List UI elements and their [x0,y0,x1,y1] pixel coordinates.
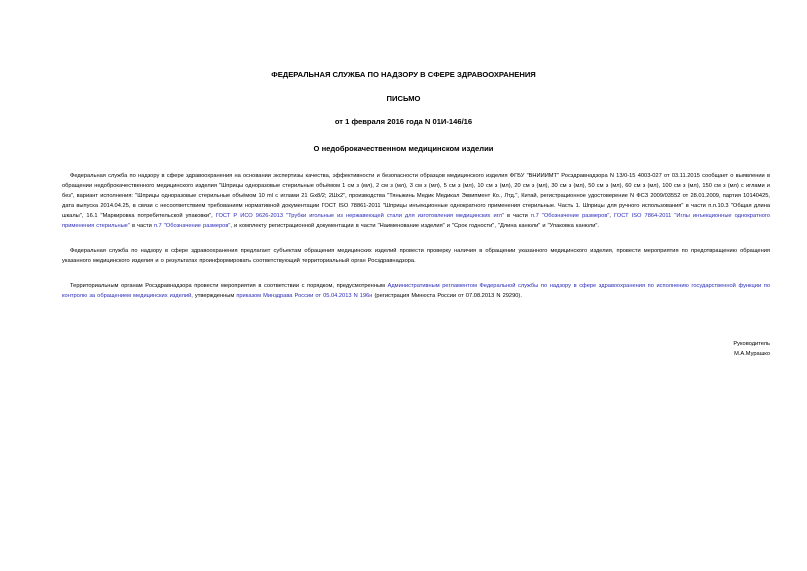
paragraph-2: Федеральная служба по надзору в сфере здравоохранения предлагает субъектам обращения медицинских изделий провести проверку наличия в обращении указанного медицинского изделия, провести мероприятия по предотвращению обращения указанного медицинского изделия и о результатах проинформировать соответствующий территориальный орган Росздравнадзора. [62,248,770,264]
signatory-name: М.А.Мурашко [734,350,770,357]
document-header [0,70,807,153]
paragraph-text: , и комплекту регистрационной документации в части "Наименование изделия" и "Срок годности", "Длина канюли" и "Упаковка канюли". [230,223,600,229]
paragraph-1 [62,171,770,231]
paragraph-text: , [609,213,615,219]
link-admin-regulation[interactable]: Административным регламентом Федеральной службы по надзору в сфере здравоохранения по исполнению государственной функции по контролю за обращением медицинских изделий [62,283,770,299]
signatory-title: Руководитель [733,341,770,347]
link-gost-iso-7864[interactable]: ГОСТ ISO 7864-2011 "Иглы инъекционные однократного применения стерильные" [62,213,771,229]
link-order-196n[interactable]: приказом Минздрава России от 05.04.2013 N 196н [236,293,373,299]
document-date-number: от 1 февраля 2016 года N 01И-146/16 [334,117,473,126]
document-type: ПИСЬМО [386,94,421,103]
link-gost-r-iso-9626[interactable]: ГОСТ Р ИСО 9626-2013 "Трубки игольные из нержавеющей стали для изготовления медицинских игл" [215,213,504,219]
signature-block [733,340,770,359]
paragraph-text: (регистрация Минюста России от 07.08.2013 N 29290). [372,293,522,299]
paragraph-text: в части [129,223,154,229]
document-subject: О недоброкачественном медицинском изделии [313,144,494,153]
link-p7-sizes[interactable]: п.7 "Обозначение размеров" [530,213,610,219]
paragraph-text: Территориальным органам Росздравнадзора провести мероприятия в соответствии с порядком, предусмотренным [70,283,388,289]
paragraph-3 [62,281,770,301]
paragraph-text: Федеральная служба по надзору в сфере здравоохранения на основании экспертизы качества, эффективности и безопасности образцов медицинского изделия ФГБУ "ВНИИИМТ" Росздравнадзора N 13/0-15 4003-027 от 03.11.2015 сообщает о выявлении в обращении недоброкачественного медицинского изделия "Шприцы одноразовые стерильные объёмом 1 см з (мл), 2 см з (мл), 3 см з (мл), 5 см з (мл), 10 см з (мл), 20 см з (мл), 30 см з (мл), 50 см з (мл), 60 см з (мл), 100 см з (мл), 150 см з (мл) с иглами и без", вариант исполнения: "Шприцы одноразовые стерильные объёмом 10 ml с иглами 21 Gх8/2; 2Шх2", производства "Тяньжинь Медик Медикал Эквипмент Ко., Лтд.", Китай, регистрационное удостоверение N ФСЗ 2009/03552 от 28.01.2009, партия 10140425, дата выпуска 2014.04.25, в связи с несоответствием требованиям нормативной документации ГОСТ ISO 78861-2011 "Шприцы инъекционные однократного применения стерильные. Часть 1. Шприцы для ручного использования" в части п.п.10.3 "Общая длина шкалы", 16.1 "Маркировка потребительской упаковки", [62,173,770,219]
paragraph-text: , утвержденным [191,293,237,299]
link-p7-sizes-2[interactable]: п.7 "Обозначение размеров" [153,223,231,229]
issuing-organization: ФЕДЕРАЛЬНАЯ СЛУЖБА ПО НАДЗОРУ В СФЕРЕ ЗДРАВООХРАНЕНИЯ [271,70,536,79]
paragraph-text: в части [503,213,531,219]
document-body [62,171,770,316]
